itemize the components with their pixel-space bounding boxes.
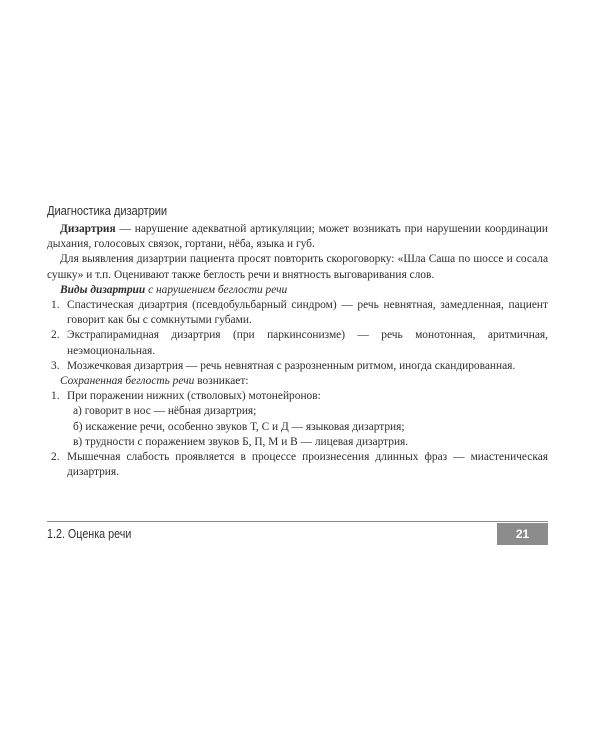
types-heading-italic: с нарушением беглости речи [145, 283, 288, 296]
sub-list-item: б) искажение речи, особенно звуков Т, С и Д — языковая дизартрия; [73, 420, 405, 433]
footer-divider [47, 521, 548, 522]
list-item-number: 1. [51, 299, 60, 312]
types-heading [47, 283, 548, 298]
list-item-text: Мозжечковая дизартрия — речь невнятная с разрозненным ритмом, иногда скандированная. [67, 359, 516, 372]
list-item-text: Спастическая дизартрия (псевдобульбарный синдром) — речь невнятная, замедленная, пациент говорит как бы с сомкнутыми губами. [67, 299, 548, 327]
list-item [47, 328, 548, 358]
list-item-number: 3. [51, 359, 60, 372]
list-item [47, 298, 548, 328]
sub-list-item: а) говорит в нос — нёбная дизартрия; [73, 405, 257, 418]
list-item [47, 359, 548, 374]
section-title: Диагностика дизартрии [47, 203, 168, 218]
definition-paragraph [47, 222, 548, 252]
body-text [47, 222, 548, 480]
list-item-number: 2. [51, 451, 60, 464]
detection-paragraph: Для выявления дизартрии пациента просят повторить скороговорку: «Шла Саша по шоссе и сосала сушку» и т.п. Оценивают также беглость речи и внятность выговаривания слов. [47, 253, 548, 281]
sub-list-item: в) трудности с поражением звуков Б, П, М и В — лицевая дизартрия. [73, 435, 409, 448]
preserved-heading-plain: возникает: [194, 375, 249, 388]
list-item-text: Мышечная слабость проявляется в процессе произнесения длинных фраз — миастеническая дизартрия. [67, 451, 548, 479]
page-number-badge: 21 [497, 523, 548, 545]
list-item-number: 2. [51, 329, 60, 342]
preserved-heading-italic: Сохраненная беглость речи [60, 375, 195, 388]
types-heading-bold: Виды дизартрии [60, 283, 146, 296]
footer-section-title: 1.2. Оценка речи [47, 527, 132, 541]
definition-term: Дизартрия [60, 223, 116, 235]
list-item-text: При поражении нижних (стволовых) мотонейронов: [67, 390, 321, 403]
definition-text: — нарушение адекватной артикуляции; может возникать при нарушении координации дыхания, голосовых связок, гортани, нёба, языка и губ. [47, 223, 548, 251]
list-item-number: 1. [51, 390, 60, 403]
list-item [47, 450, 548, 480]
list-item-text: Экстрапирамидная дизартрия (при паркинсонизме) — речь монотонная, аритмичная, неэмоциональная. [67, 329, 548, 357]
preserved-heading [47, 374, 548, 389]
list-item [47, 389, 548, 404]
